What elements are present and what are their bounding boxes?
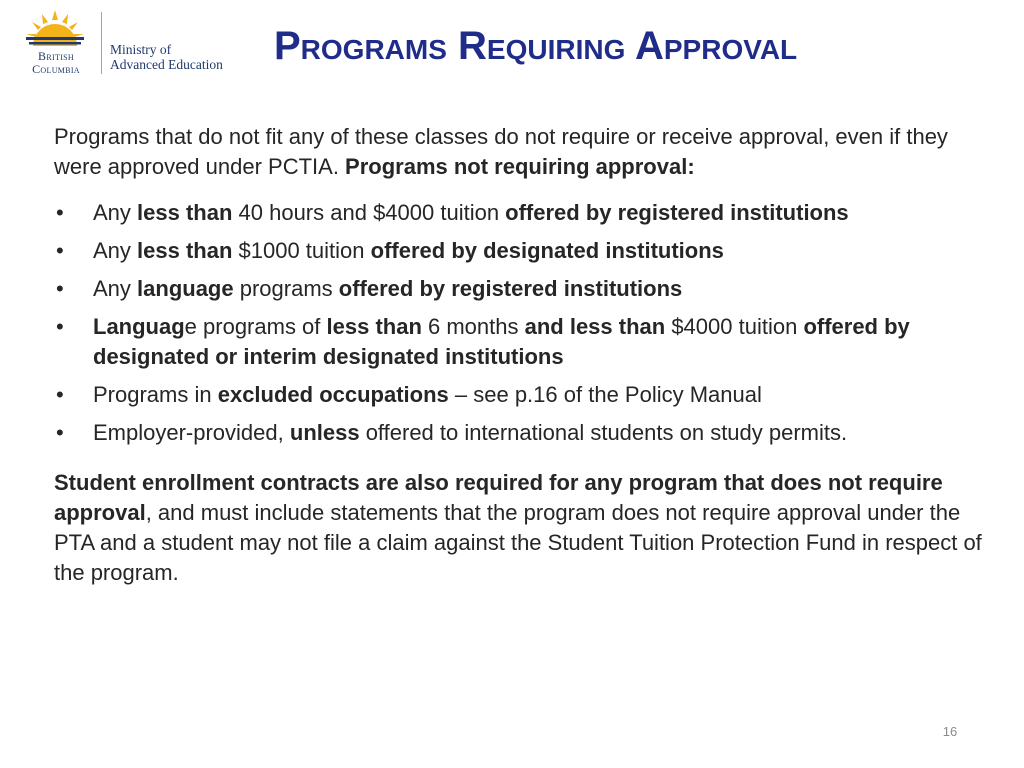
bullet-text: $1000 tuition: [232, 238, 371, 263]
bullet-text: Any: [93, 238, 138, 263]
bullet-bold: language: [137, 276, 234, 301]
bullet-text: Programs in: [93, 382, 218, 407]
bullet-text: offered to international students on study permits.: [359, 420, 848, 445]
bullet-text: programs: [233, 276, 339, 301]
bullet-text: Any: [93, 200, 138, 225]
list-item: [54, 198, 984, 228]
slide-title: Programs Requiring Approval: [274, 24, 798, 68]
bullet-icon: •: [56, 238, 64, 263]
logo-divider: [101, 12, 102, 74]
bullet-text: $4000 tuition: [665, 314, 804, 339]
ministry-name: [110, 42, 240, 72]
list-item: [54, 418, 984, 448]
bullet-bold: excluded occupations: [217, 382, 449, 407]
bc-ministry-logo: [10, 8, 230, 78]
list-item: [54, 236, 984, 266]
bullet-icon: •: [56, 200, 64, 225]
closing-paragraph: [54, 468, 984, 588]
bullet-bold: offered by registered institutions: [505, 200, 849, 225]
bullet-list: [54, 198, 984, 448]
bullet-bold: unless: [289, 420, 360, 445]
slide-body: [54, 122, 984, 588]
bullet-bold: Languag: [93, 314, 185, 339]
bullet-bold: offered by registered institutions: [338, 276, 683, 301]
bullet-text: 6 months: [421, 314, 525, 339]
bc-wordmark-line2: Columbia: [32, 62, 80, 76]
bullet-text: Employer-provided,: [93, 420, 290, 445]
bullet-icon: •: [56, 382, 64, 407]
bullet-icon: •: [56, 276, 64, 301]
closing-bold: Student enrollment contracts are also required for any program that does not require approval: [54, 470, 943, 525]
bullet-text: e programs of: [184, 314, 327, 339]
intro-paragraph: [54, 122, 984, 182]
closing-text: , and must include statements that the program does not require approval under the PTA and a student may not file a claim against the Student Tuition Protection Fund in respect of the program.: [54, 500, 982, 585]
intro-bold: Programs not requiring approval:: [345, 154, 695, 179]
bc-sun-icon: [20, 8, 90, 48]
ministry-line1: Ministry of: [110, 42, 172, 57]
list-item: [54, 312, 984, 372]
bullet-bold: less than: [137, 200, 233, 225]
intro-text: Programs that do not fit any of these classes do not require or receive approval, even if they were approved under PCTIA.: [54, 124, 948, 179]
bullet-text: Any: [93, 276, 138, 301]
list-item: [54, 380, 984, 410]
page-number: 16: [942, 724, 958, 739]
bullet-text: 40 hours and $4000 tuition: [232, 200, 506, 225]
bullet-bold: and less than: [524, 314, 666, 339]
ministry-line2: Advanced Education: [110, 57, 223, 72]
bc-wordmark-line1: British: [38, 49, 74, 63]
bullet-bold: less than: [326, 314, 422, 339]
bullet-icon: •: [56, 420, 64, 445]
bc-wordmark: [14, 50, 98, 76]
list-item: [54, 274, 984, 304]
bullet-bold: offered by designated institutions: [370, 238, 724, 263]
bullet-text: – see p.16 of the Policy Manual: [448, 382, 762, 407]
bullet-bold: less than: [137, 238, 233, 263]
bullet-icon: •: [56, 314, 64, 339]
bullet-bold: offered by designated or interim designated institutions: [93, 314, 910, 369]
